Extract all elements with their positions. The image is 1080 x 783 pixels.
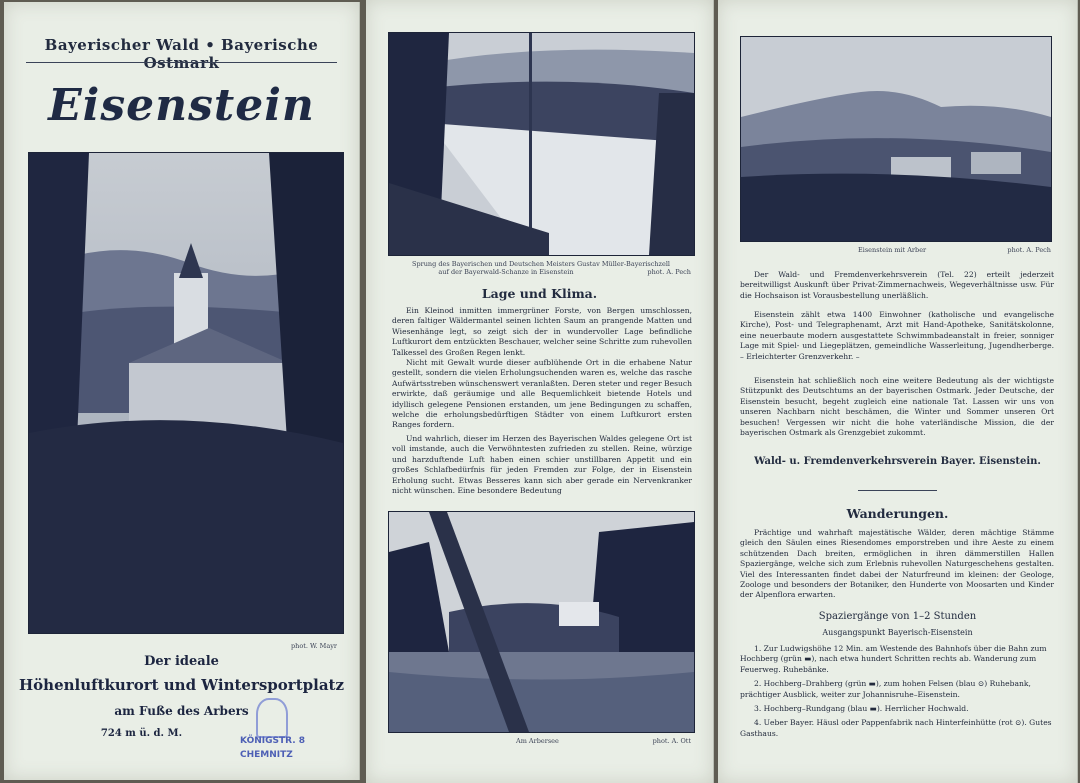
page-title: Eisenstein: [48, 80, 315, 131]
walks-heading: Spaziergänge von 1–2 Stunden: [818, 611, 977, 622]
right-panel: [718, 0, 1078, 783]
cover-altitude: 724 m ü. d. M.: [100, 728, 183, 739]
town-photo-credit: phot. A. Pech: [1007, 246, 1051, 254]
ski-jump-photo: [388, 32, 695, 256]
walks-list: [740, 644, 1054, 743]
section-heading-wanderungen: Wanderungen.: [846, 506, 949, 521]
arbersee-caption: Am Arbersee: [516, 737, 559, 745]
cover-sub-1: Der ideale: [144, 654, 219, 669]
list-item: 4. Ueber Bayer. Häusl oder Pappenfabrik nach Hinterfeinhütte (rot ⊙). Gutes Gasthaus.: [740, 718, 1052, 738]
deutschtum-paragraph: Eisenstein hat schließlich noch eine weitere Bedeutung als der wichtigste Stützpunkt des Deutschtums an der bayerischen Ostmark. Jeder Deutsche, der Eisenstein besucht, begeht zugleich eine nationale Tat. Lassen wir uns von unseren Nachbarn nicht beschämen, die Winter und Sommer unseren Ort besuchen! Vergessen wir nicht die hohe vaterländische Mission, die der bayerischen Ostmark als Grenzgebiet zukommt.: [740, 376, 1054, 438]
cover-sub-2: Höhenluftkurort und Wintersportplatz: [19, 676, 344, 694]
middle-panel: [366, 0, 714, 783]
town-photo-caption: Eisenstein mit Arber: [858, 246, 927, 254]
list-item: 1. Zur Ludwigshöhe 12 Min. am Westende des Bahnhofs über die Bahn zum Hochberg (grün ▬), nach etwa hundert Schritten rechts ab. Wanderung zum Feuerweg. Ruhebänke.: [740, 644, 1047, 674]
church-photo: [28, 152, 344, 634]
cover-sub-3: am Fuße des Arbers: [114, 704, 249, 718]
cover-panel: [4, 2, 360, 780]
list-item: 2. Hochberg–Drahberg (grün ▬), zum hohen Felsen (blau ⊙) Ruhebank, prächtiger Ausblick, weiter zur Johannisruhe–Eisenstein.: [740, 679, 1031, 699]
eisenstein-arber-photo: [740, 36, 1052, 242]
list-item: 3. Hochberg–Rundgang (blau ▬). Herrlicher Hochwald.: [754, 704, 969, 714]
divider: [858, 490, 937, 491]
wanderungen-paragraph: Prächtige und wahrhaft majestätische Wälder, deren mächtige Stämme gleich den Säulen eines Riesendomes emporstreben und ihre Aeste zu einem schützenden Dach breiten, ermöglichen in ihren dämmerstillen Hallen Spaziergänge, welche sich zum Erlebnis ruhevollen Naturgeschehens gestalten. Viel des Interessanten findet dabei der Naturfreund im kleinen: der Geologe, Zoologe und besonders der Botaniker, den Hunderte von Moosarten und Kinder der Alpenflora erwarten.: [740, 528, 1054, 600]
cover-header: Bayerischer Wald • Bayerische Ostmark: [44, 36, 319, 72]
verein-paragraph: Der Wald- und Fremdenverkehrsverein (Tel. 22) erteilt jederzeit bereitwilligst Auskunft über Privat-Zimmernachweis, Wegeverhältnisse usw. Für die Hochsaison ist Vorausbestellung unerläßlich.: [740, 270, 1054, 300]
walks-start-point: Ausgangspunkt Bayerisch-Eisenstein: [822, 628, 973, 637]
verein-signature: Wald- u. Fremdenverkehrsverein Bayer. Eisenstein.: [754, 456, 1041, 467]
section-heading-lage: Lage und Klima.: [481, 286, 598, 301]
ski-photo-caption-1: Sprung des Bayerischen und Deutschen Meisters Gustav Müller-Bayerischzell: [412, 260, 670, 268]
ski-photo-credit: phot. A. Pech: [647, 268, 691, 276]
lage-paragraph-2: Nicht mit Gewalt wurde dieser aufblühende Ort in die erhabene Natur gestellt, sondern die vielen Erholungsuchenden waren es, welche das rasche Aufwärtsstreben wünschenswert veranlaßten. Deren steter und reger Besuch erwirkte, daß geräumige und alle Bequemlichkeit bietende Hotels und idyllisch gelegene Pensionen erstanden, um jene Bedingungen zu schaffen, welche die erholungsbedürftigen Städter von einem Luftkurort ersten Ranges fordern.: [392, 358, 692, 430]
lage-paragraph-1: Ein Kleinod inmitten immergrüner Forste, von Bergen umschlossen, deren faltiger Wäldermantel seinen lichten Saum an prangende Matten und Wiesenhänge legt, so zeigt sich der in wundervoller Lage befindliche Luftkurort dem entzückten Beschauer, welcher seine Schritte zum ruhevollen Talkessel des Großen Regen lenkt.: [392, 306, 692, 357]
einwohner-paragraph: Eisenstein zählt etwa 1400 Einwohner (katholische und evangelische Kirche), Post- und Telegraphenamt, Arzt mit Hand-Apotheke, Sanitätskolonne, eine neuerbaute modern ausgestattete Schwimmbadeanstalt in freier, sonniger Lage mit Spiel- und Liegeplätzen, gemeindliche Wasserleitung, Jugendherberge. – Erleichterter Grenzverkehr. –: [740, 310, 1054, 361]
ski-photo-caption-2: auf der Bayerwald-Schanze in Eisenstein: [438, 268, 574, 276]
shop-stamp: KÖNIGSTR. 8 CHEMNITZ: [236, 692, 310, 770]
arbersee-photo: [388, 511, 695, 733]
header-rule: [26, 62, 337, 63]
cover-photo-credit: phot. W. Mayr: [291, 642, 337, 650]
arbersee-credit: phot. A. Ott: [652, 737, 691, 745]
lage-paragraph-3: Und wahrlich, dieser im Herzen des Bayerischen Waldes gelegene Ort ist voll imstande, auch die Verwöhntesten zufrieden zu stellen. Reine, würzige und harzduftende Luft haben einen schier unstillbaren Appetit und ein großes Schlafbedürfnis für jeden Fremden zur Folge, der in Eisenstein Erholung sucht. Etwas Besseres kann sich aber gerade ein Nervenkranker nicht wünschen. Eine besondere Bedeutung: [392, 434, 692, 496]
